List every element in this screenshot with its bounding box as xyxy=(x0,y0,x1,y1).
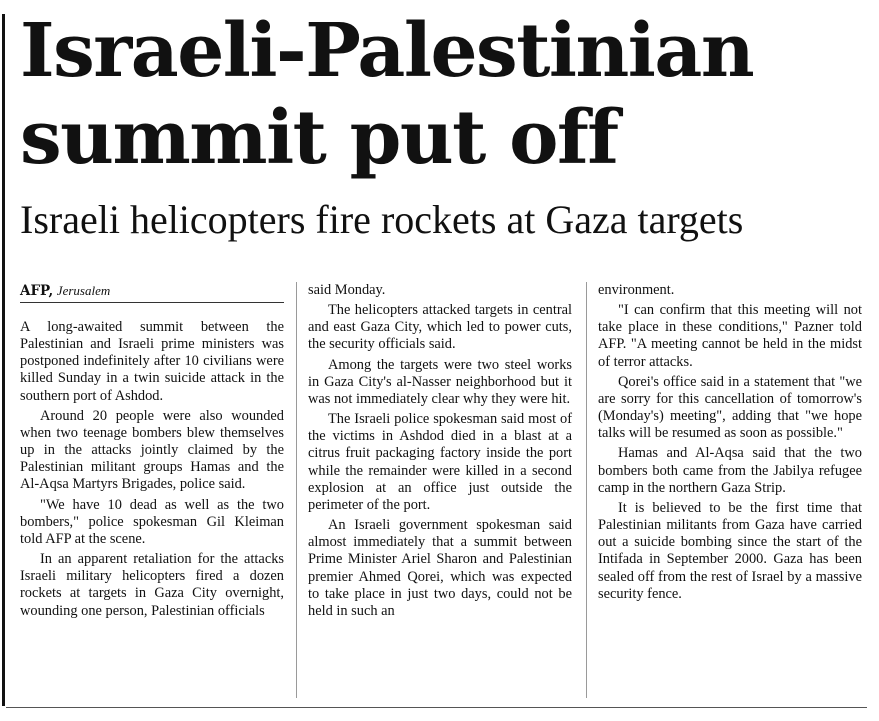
column-1 xyxy=(20,282,284,700)
left-margin-rule xyxy=(2,14,5,706)
column-3 xyxy=(598,282,862,700)
headline xyxy=(20,8,870,182)
byline-location: Jerusalem xyxy=(56,283,111,298)
paragraph: Among the targets were two steel works in Gaza City's al-Nasser neighborhood but it was not immediately clear why they were hit. xyxy=(308,356,572,407)
column-2 xyxy=(308,282,572,700)
headline-line-1: Israeli-Palestinian xyxy=(20,8,754,94)
paragraph: environment. xyxy=(598,282,675,298)
column-divider xyxy=(586,282,587,698)
byline-agency: AFP, xyxy=(20,283,54,299)
paragraph: said Monday. xyxy=(308,282,386,298)
paragraph: The Israeli police spokesman said most of the victims in Ashdod died in a blast at a citrus fruit packaging factory inside the port while the remainder were killed in a second explosion at an office just outside the perimeter of the port. xyxy=(308,411,572,513)
paragraph: Around 20 people were also wounded when two teenage bombers blew themselves up in the attacks jointly claimed by the Palestinian militant groups Hamas and the Al-Aqsa Martyrs Brigades, police said. xyxy=(20,407,284,493)
headline-line-2: summit put off xyxy=(20,95,618,181)
subheadline: Israeli helicopters fire rockets at Gaza targets xyxy=(20,197,744,242)
column-divider xyxy=(296,282,297,698)
paragraph: Qorei's office said in a statement that "we are sorry for this cancellation of tomorrow's (Monday's) meeting", adding that "we hope talks will be resumed as soon as possible." xyxy=(598,373,862,442)
paragraph: In an apparent retaliation for the attacks Israeli military helicopters fired a dozen rockets at targets in Gaza City overnight, wounding one person, Palestinian officials xyxy=(20,551,284,619)
byline xyxy=(20,282,284,303)
paragraph: "We have 10 dead as well as the two bombers," police spokesman Gil Kleiman told AFP at the scene. xyxy=(20,496,284,547)
paragraph: "I can confirm that this meeting will not take place in these conditions," Pazner told AFP. "A meeting cannot be held in the midst of terror attacks. xyxy=(598,302,862,370)
paragraph: The helicopters attacked targets in central and east Gaza City, which led to power cuts, the security officials said. xyxy=(308,302,572,353)
article-body xyxy=(20,282,866,702)
paragraph: It is believed to be the first time that Palestinian militants from Gaza have carried out a suicide bombing since the start of the Intifada in September 2000. Gaza has been sealed off from the rest of Israel by a massive security fence. xyxy=(598,499,862,602)
bottom-rule xyxy=(6,707,867,708)
paragraph: A long-awaited summit between the Palestinian and Israeli prime ministers was postponed indefinitely after 10 civilians were killed Sunday in a twin suicide attack in the southern port of Ashdod. xyxy=(20,319,284,404)
paragraph: An Israeli government spokesman said almost immediately that a summit between Prime Minister Ariel Sharon and Palestinian premier Ahmed Qorei, which was expected to take place in just two days, could not be held in such an xyxy=(308,517,572,619)
paragraph: Hamas and Al-Aqsa said that the two bombers both came from the Jabilya refugee camp in the northern Gaza Strip. xyxy=(598,445,862,496)
